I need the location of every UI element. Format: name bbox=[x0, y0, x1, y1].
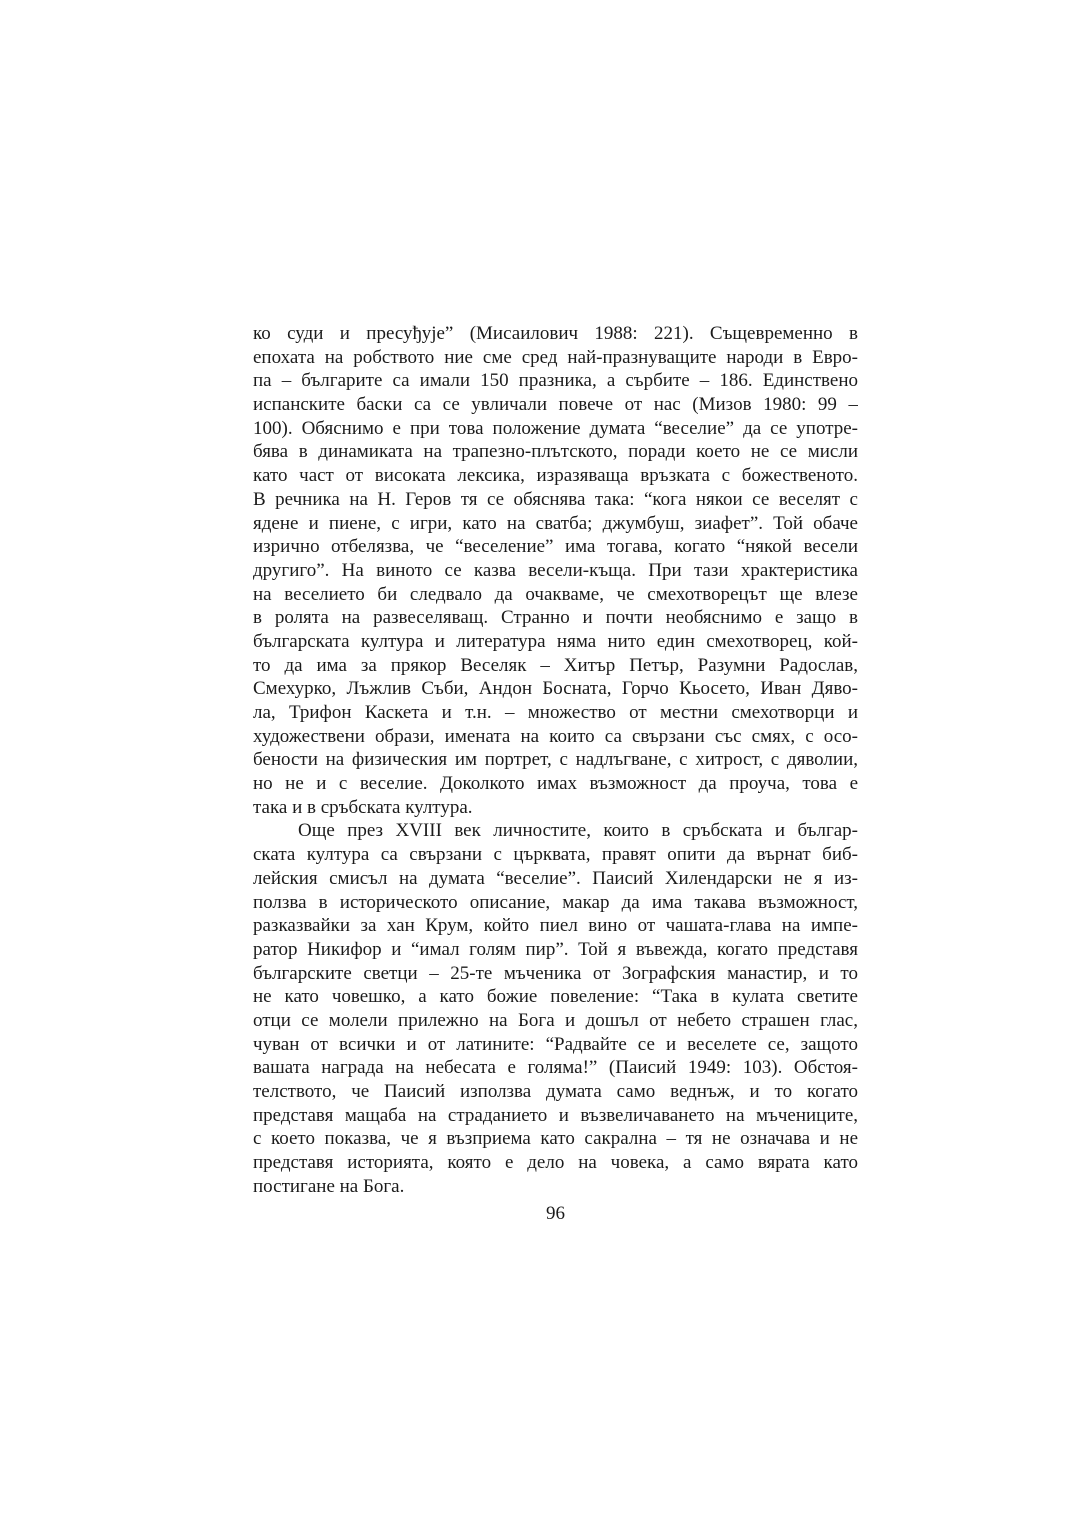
text-line: ската култура са свързани с църквата, правят опити да върнат биб- bbox=[253, 844, 858, 866]
text-line: В речника на Н. Геров тя се обяснява така: “кога някои се веселят с bbox=[253, 488, 858, 510]
text-line: бености на физическия им портрет, с надлъгване, с хитрост, с дяволии, bbox=[253, 749, 858, 771]
text-line: но не и с веселие. Доколкото имах възможност да проуча, това е bbox=[253, 773, 858, 795]
text-line: с което показва, че я възприема като сакрална – тя не означава и не bbox=[253, 1128, 858, 1150]
text-line: ползва в историческото описание, макар да има такава възможност, bbox=[253, 891, 858, 913]
text-line: лейския смисъл на думата “веселие”. Паисий Хилендарски не я из- bbox=[253, 867, 858, 889]
text-line: ядене и пиене, с игри, като на сватба; джумбуш, зиафет”. Той обаче bbox=[253, 512, 858, 534]
text-line: 100). Обяснимо е при това положение думата “веселие” да се употре- bbox=[253, 417, 858, 439]
text-line: чуван от всички и от латините: “Радвайте се и веселете се, защото bbox=[253, 1033, 858, 1055]
text-line: бява в динамиката на трапезно-плътското, поради което не се мисли bbox=[253, 441, 858, 463]
text-line: българските светци – 25-те мъченика от Зографския манастир, и то bbox=[253, 962, 858, 984]
text-block bbox=[253, 322, 858, 1198]
text-line: то да има за прякор Веселяк – Хитър Петър, Разумни Радослав, bbox=[253, 654, 858, 676]
text-line: ла, Трифон Каскета и т.н. – множество от местни смехотворци и bbox=[253, 702, 858, 723]
text-line: ко суди и пресуђује” (Мисаилович 1988: 221). Същевременно в bbox=[253, 323, 858, 344]
text-line: художествени образи, имената на които са свързани със смях, с осо- bbox=[253, 725, 858, 747]
text-line: вашата награда на небесата е голяма!” (Паисий 1949: 103). Обстоя- bbox=[253, 1057, 858, 1079]
text-line: Още през XVIII век личностите, които в сръбската и българ- bbox=[298, 820, 858, 842]
text-line: разказвайки за хан Крум, който пиел вино от чашата-глава на импе- bbox=[253, 915, 858, 937]
text-line: па – българите са имали 150 празника, а сърбите – 186. Единствено bbox=[253, 370, 858, 392]
paragraph bbox=[253, 322, 858, 819]
text-line: изрично отбелязва, че “веселение” има тогава, когато “някой весели bbox=[253, 536, 858, 558]
text-line: епохата на робството ние сме сред най-празнуващите народи в Евро- bbox=[253, 346, 858, 368]
text-line: представя мащаба на страданието и възвеличаването на мъчениците, bbox=[253, 1104, 858, 1126]
text-line: отци се молели прилежно на Бога и дошъл от небето страшен глас, bbox=[253, 1009, 858, 1031]
text-line: като част от високата лексика, изразяваща връзката с божественото. bbox=[253, 465, 858, 487]
page-number: 96 bbox=[546, 1203, 565, 1224]
text-line: Смехурко, Лъжлив Съби, Андон Босната, Горчо Кьосето, Иван Дяво- bbox=[253, 678, 858, 700]
text-line: българската култура и литература няма нито един смехотворец, кой- bbox=[253, 630, 858, 652]
text-line: другиго”. На виното се казва весели-къща. При тази храктеристика bbox=[253, 559, 858, 581]
text-line: на веселието би следвало да очакваме, че смехотворецът ще влезе bbox=[253, 583, 858, 605]
text-line: представя историята, която е дело на човека, а само вярата като bbox=[253, 1152, 858, 1174]
text-line: телството, че Паисий използва думата само веднъж, и то когато bbox=[253, 1081, 858, 1102]
text-line: постигане на Бога. bbox=[253, 1175, 405, 1197]
text-line: така и в сръбската култура. bbox=[253, 796, 473, 818]
text-line: ратор Никифор и “имал голям пир”. Той я въвежда, когато представя bbox=[253, 938, 858, 960]
text-line: испанските баски са се увличали повече от нас (Мизов 1980: 99 – bbox=[253, 394, 858, 416]
paragraph bbox=[253, 819, 858, 1198]
text-line: не като човешко, а като божие повеление: “Така в кулата светите bbox=[253, 986, 858, 1008]
text-line: в ролята на развеселяващ. Странно и почти необяснимо е защо в bbox=[253, 607, 858, 629]
